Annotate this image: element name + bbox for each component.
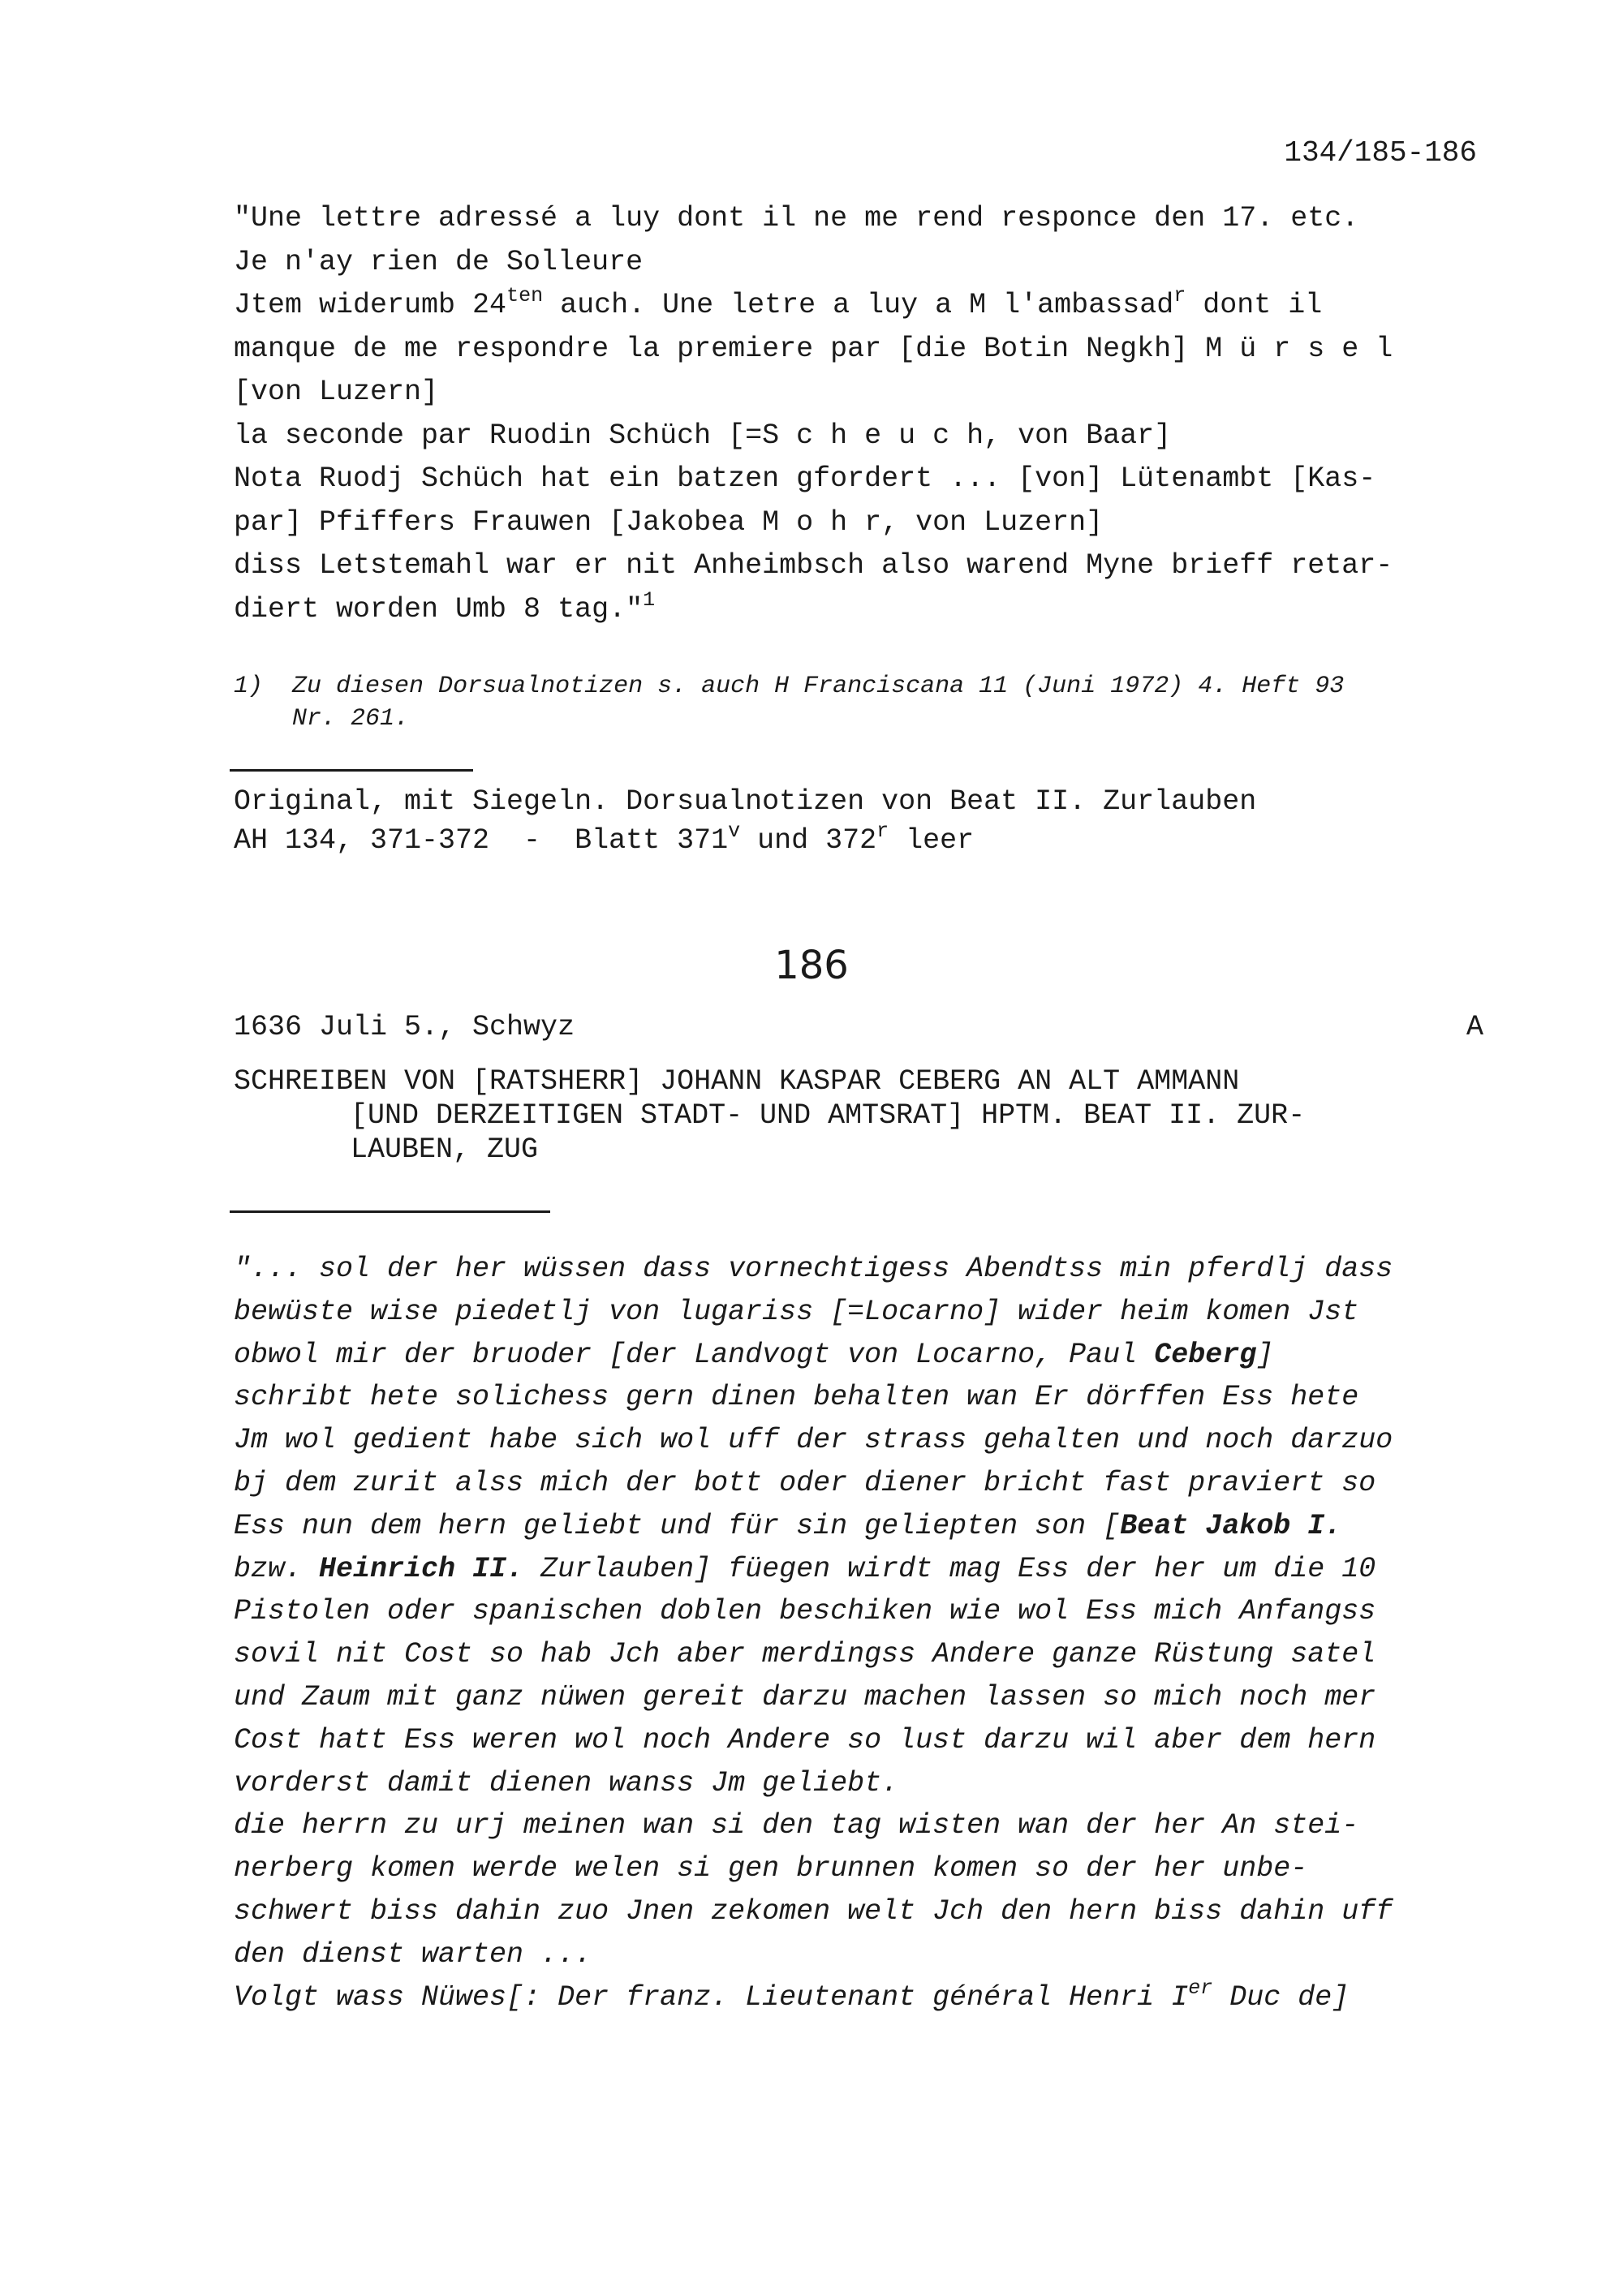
footnote-text: Zu diesen Dorsualnotizen s. auch H Franciscana 11 (Juni 1972) 4. Heft 93 bbox=[292, 673, 1345, 700]
page-reference: 134/185-186 bbox=[1284, 136, 1477, 170]
dateline bbox=[234, 1006, 1483, 1050]
footnote bbox=[234, 670, 1483, 735]
headline-line: [UND DERZEITIGEN STADT- UND AMTSRAT] HPTM. BEAT II. ZUR- bbox=[351, 1099, 1306, 1132]
headline-line: SCHREIBEN VON [RATSHERR] JOHANN KASPAR CEBERG AN ALT AMMANN bbox=[234, 1065, 1240, 1098]
text-line: sovil nit Cost so hab Jch aber merdingss Andere ganze Rüstung satel bbox=[234, 1638, 1376, 1671]
text-line: den dienst warten ... bbox=[234, 1937, 592, 1971]
source-note bbox=[234, 782, 1483, 860]
text-line: [von Luzern] bbox=[234, 376, 439, 408]
superscript: r bbox=[1173, 284, 1186, 307]
superscript: r bbox=[876, 819, 889, 843]
document-number: 186 bbox=[774, 943, 849, 988]
text-line: diss Letstemahl war er nit Anheimbsch also warend Myne brieff retar- bbox=[234, 549, 1393, 582]
bold-name: Beat Jakob I. bbox=[1120, 1509, 1342, 1542]
superscript: er bbox=[1188, 1976, 1213, 2000]
text-line: diert worden Umb 8 tag."$^1$ bbox=[234, 587, 656, 626]
text-line: Pistolen oder spanischen doblen beschiken wie wol Ess mich Anfangss bbox=[234, 1595, 1376, 1628]
text-line: nerberg komen werde welen si gen brunnen komen so der her unbe- bbox=[234, 1852, 1308, 1885]
text-line: bj dem zurit alss mich der bott oder diener bricht fast praviert so bbox=[234, 1466, 1376, 1499]
headline-line: LAUBEN, ZUG bbox=[351, 1133, 539, 1166]
text-line: vorderst damit dienen wanss Jm geliebt. bbox=[234, 1766, 899, 1799]
text-line: Jtem widerumb $24^{ten}$ auch. Une letre a luy a M l'ambassad$^r$ dont il bbox=[234, 284, 1323, 321]
text-line: die herrn zu urj meinen wan si den tag wisten wan der her An stei- bbox=[234, 1809, 1359, 1842]
bold-name: Heinrich II. bbox=[319, 1552, 524, 1585]
text-line: bewüste wise piedetlj von lugariss [=Locarno] wider heim komen Jst bbox=[234, 1295, 1359, 1328]
text-line: obwol mir der bruoder [der Landvogt von Locarno, Paul Ceberg] bbox=[234, 1338, 1274, 1371]
document-headline bbox=[234, 1064, 1483, 1167]
text-line: Original, mit Siegeln. Dorsualnotizen von Beat II. Zurlauben bbox=[234, 785, 1257, 818]
text-line: Ess nun dem hern geliebt und für sin geliepten son [Beat Jakob I. bbox=[234, 1509, 1342, 1542]
footnote-ref: 1 bbox=[643, 587, 656, 612]
text-line: schwert biss dahin zuo Jnen zekomen welt Jch den hern biss dahin uff bbox=[234, 1894, 1393, 1928]
text-line: par] Pfiffers Frauwen [Jakobea M o h r, von Luzern] bbox=[234, 505, 1104, 539]
superscript: v bbox=[728, 819, 741, 843]
grade-letter: A bbox=[1466, 1011, 1483, 1043]
letter-excerpt bbox=[234, 197, 1483, 631]
text-line: Cost hatt Ess weren wol noch Andere so lust darzu wil aber dem hern bbox=[234, 1723, 1376, 1756]
divider bbox=[230, 769, 473, 772]
text-line: bzw. Heinrich II. Zurlauben] füegen wirdt mag Ess der her um die 10 bbox=[234, 1552, 1376, 1585]
text-line: AH 134, 371-372 - Blatt 371$^v$ und 372$^r$ leer bbox=[234, 819, 975, 857]
footnote-text: Nr. 261. bbox=[292, 705, 410, 733]
text-line: manque de me respondre la premiere par [die Botin Negkh] M ü r s e l bbox=[234, 332, 1393, 365]
text-line: Je n'ay rien de Solleure bbox=[234, 245, 644, 278]
text-line: "... sol der her wüssen dass vornechtigess Abendtss min pferdlj dass bbox=[234, 1253, 1393, 1285]
text-line: Jm wol gedient habe sich wol uff der strass gehalten und noch darzuo bbox=[234, 1424, 1393, 1457]
bold-name: Ceberg bbox=[1154, 1338, 1257, 1371]
text-line: "Une lettre adressé a luy dont il ne me rend responce den 17. etc. bbox=[234, 202, 1359, 234]
letter-body bbox=[234, 1248, 1483, 2019]
text-line: schribt hete solichess gern dinen behalten wan Er dörffen Ess hete bbox=[234, 1381, 1359, 1414]
text-line: Volgt wass Nüwes[: Der franz. Lieutenant général Henri Ier Duc de] bbox=[234, 1976, 1350, 2014]
date-place: 1636 Juli 5., Schwyz bbox=[234, 1011, 575, 1043]
text-line: und Zaum mit ganz nüwen gereit darzu machen lassen so mich noch mer bbox=[234, 1680, 1376, 1713]
text-line: la seconde par Ruodin Schüch [=S c h e u c h, von Baar] bbox=[234, 419, 1172, 452]
text-line: Nota Ruodj Schüch hat ein batzen gfordert ... [von] Lütenambt [Kas- bbox=[234, 462, 1376, 495]
superscript: ten bbox=[506, 284, 544, 307]
footnote-marker: 1) bbox=[234, 673, 264, 700]
divider bbox=[230, 1210, 550, 1213]
